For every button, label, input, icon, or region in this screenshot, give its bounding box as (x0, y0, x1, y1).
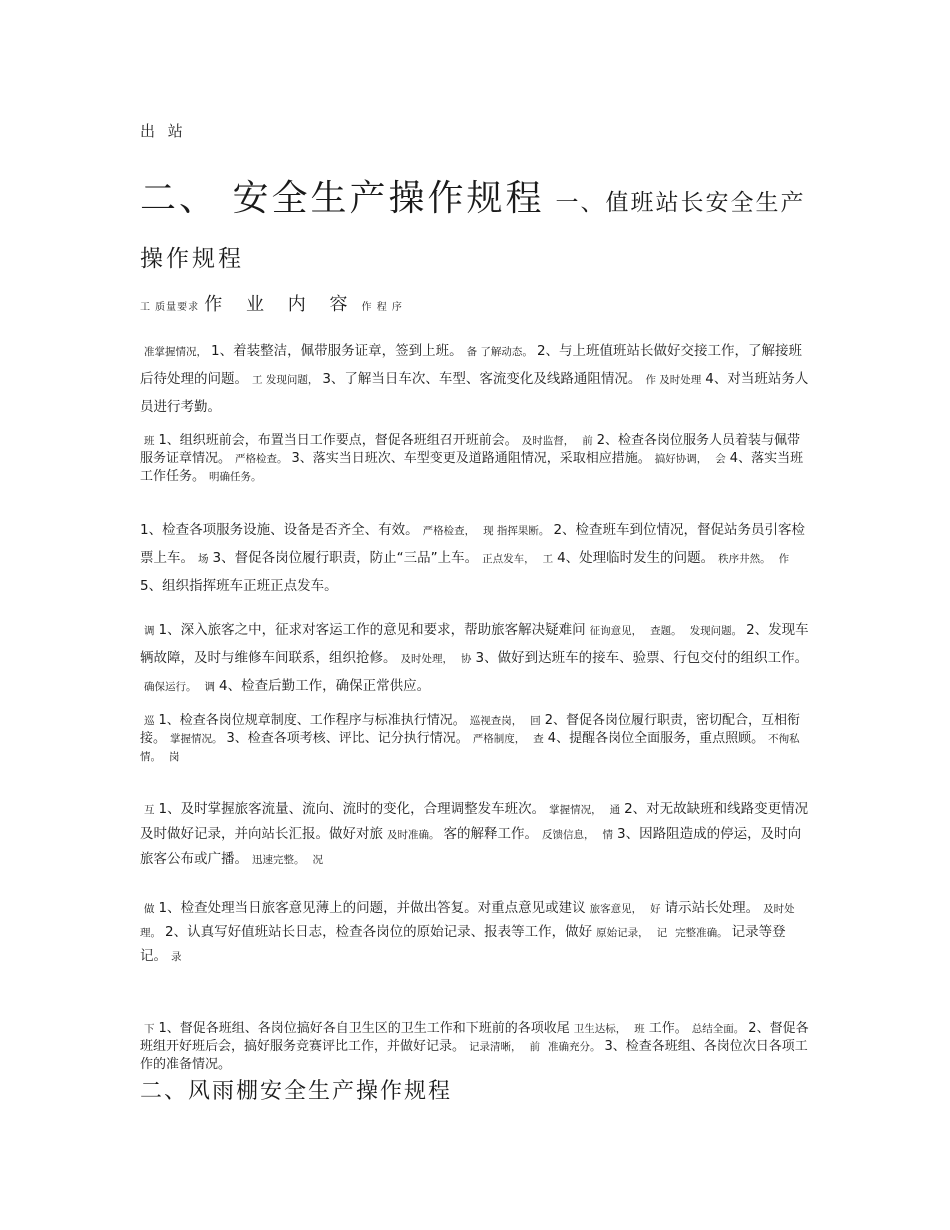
side-note: 及时处理， (400, 653, 453, 665)
item-text: 1、组织班前会，布置当日工作要点，督促各班组召开班前会。 (158, 433, 518, 448)
item-text: 4、对当班站务人员进行考勤。 (140, 371, 809, 415)
side-note: 记 (656, 927, 668, 939)
main-heading (140, 170, 812, 221)
side-note: 况 (312, 854, 323, 866)
side-note: 调 (204, 681, 215, 693)
side-note: 通 (609, 804, 621, 816)
side-note: 协 (461, 653, 472, 665)
side-note: 不徇私情。 (140, 733, 800, 763)
column-header-procedure: 作 程 序 (361, 302, 403, 313)
item-text: 2、发现车辆故障，及时与维修车间联系，组织抢修。 (140, 622, 809, 666)
side-note: 严格检查。 (235, 453, 288, 465)
side-note: 场 (198, 553, 209, 565)
side-note: 班 (144, 435, 155, 447)
side-note: 原始记录， (596, 927, 649, 939)
side-note: 工 (542, 553, 554, 565)
side-note: 回 (530, 715, 541, 727)
item-text: 工作。 (648, 1021, 688, 1036)
side-note: 备 了解动态。 (466, 346, 533, 358)
paragraph-communication (140, 797, 812, 872)
side-note: 准掌握情况， (144, 346, 207, 358)
side-note: 搞好协调， (654, 453, 708, 465)
paragraph-records (140, 897, 812, 969)
item-text: 3、检查各班组、各岗位次日各项工作的准备情况。 (140, 1039, 808, 1072)
side-note: 前 (582, 435, 593, 447)
side-note: 工 发现问题， (252, 374, 319, 386)
item-text: 4、提醒各岗位全面服务，重点照顾。 (547, 731, 765, 746)
item-text: 2、检查班车到位情况，督促站务员引客检票上车。 (140, 522, 806, 566)
side-note: 查 (533, 733, 544, 745)
item-text: 2、对无故缺班和线路变更情况及时做好记录，并向站长汇报。做好对旅 (140, 801, 809, 842)
side-note: 迅速完整。 (252, 854, 305, 866)
side-note: 会 (715, 453, 726, 465)
item-text: 3、督促各岗位履行职责，防止“三品”上车。 (212, 550, 479, 566)
side-note: 作 (778, 553, 790, 565)
column-header-row (140, 290, 812, 316)
item-text: 1、检查处理当日旅客意见薄上的问题，并做出答复。对重点意见或建议 (158, 900, 586, 916)
side-note: 及时准确。 (387, 829, 440, 841)
side-note: 旅客意见， (589, 903, 643, 915)
paragraph-facilities-check (140, 517, 812, 600)
side-note: 巡 (144, 715, 155, 727)
side-note: 好 (650, 903, 661, 915)
side-note: 反馈信息， (542, 829, 595, 841)
item-text: 1、深入旅客之中，征求对客运工作的意见和要求，帮助旅客解决疑难问 (158, 622, 586, 638)
item-text: 1、督促各班组、各岗位搞好各自卫生区的卫生工作和下班前的各项收尾 (158, 1021, 570, 1036)
side-note: 掌握情况， (549, 804, 602, 816)
side-note: 岗 (169, 751, 180, 763)
column-header-content: 作 业 内 容 (204, 294, 357, 315)
side-note: 情 (602, 829, 613, 841)
item-text: 5、组织指挥班车正班正点发车。 (140, 578, 338, 594)
paragraph-inspection (140, 712, 812, 766)
item-text: 2、督促各岗位履行职责，密切配合，互相衔接。 (140, 713, 801, 746)
item-text: 2、督促各班组开好班后会，搞好服务竞赛评比工作，并做好记录。 (140, 1021, 809, 1054)
paragraph-shift-meeting (140, 432, 812, 486)
side-note: 卫生达标， (573, 1023, 627, 1035)
paragraph-end-of-shift (140, 1020, 812, 1074)
item-text: 3、做好到达班车的接车、验票、行包交付的组织工作。 (475, 650, 809, 666)
item-text: 3、了解当日车次、车型、客流变化及线路通阻情况。 (322, 371, 642, 387)
item-text: 1、着装整洁，佩带服务证章，签到上班。 (211, 343, 463, 359)
item-text: 1、检查各岗位规章制度、工作程序与标准执行情况。 (158, 713, 466, 728)
chuzhan-label: 出 站 (140, 122, 187, 140)
item-text: 4、落实当班工作任务。 (140, 451, 804, 484)
item-text: 3、因路阻造成的停运，及时向旅客公布或广播。 (140, 826, 802, 867)
sub-title: 一、值班站长安全生产 (555, 190, 806, 216)
side-note: 严格检查， (422, 525, 476, 537)
item-text: 4、处理临时发生的问题。 (557, 550, 715, 566)
paragraph-passenger-service (140, 617, 812, 701)
side-note: 准确充分。 (548, 1041, 601, 1053)
side-note: 正点发车， (482, 553, 535, 565)
side-note: 现 指挥果断。 (483, 525, 550, 537)
side-note: 征询意见， (589, 625, 643, 637)
side-note: 掌握情况。 (170, 733, 223, 745)
side-note: 发现问题。 (689, 625, 743, 637)
side-note: 班 (634, 1023, 645, 1035)
side-note: 严格制度， (472, 733, 526, 745)
sub-title-continued: 操作规程 (140, 246, 244, 272)
side-note: 总结全面。 (691, 1023, 745, 1035)
item-text: 1、检查各项服务设施、设备是否齐全、有效。 (140, 522, 419, 538)
main-title: 二、 安全生产操作规程 (140, 178, 545, 219)
item-text: 2、认真写好值班站长日志，检查各岗位的原始记录、报表等工作，做好 (165, 924, 593, 940)
item-text: 请示站长处理。 (664, 900, 760, 916)
paragraph-pre-shift (140, 338, 812, 421)
side-note: 及时监督， (521, 435, 575, 447)
side-note: 互 (144, 804, 155, 816)
item-text: 2、与上班值班站长做好交接工作，了解接班后待处理的问题。 (140, 343, 803, 387)
side-note: 作 及时处理 (645, 374, 702, 386)
side-note: 前 (529, 1041, 541, 1053)
side-note: 秩序井然。 (718, 553, 771, 565)
item-text: 2、检查各岗位服务人员着装与佩带服务证章情况。 (140, 433, 801, 466)
side-note: 巡视查岗， (469, 715, 523, 727)
side-note: 完整准确。 (675, 927, 728, 939)
side-note: 做 (144, 903, 155, 915)
item-text: 3、检查各项考核、评比、记分执行情况。 (226, 731, 469, 746)
side-note: 及时处理。 (140, 903, 795, 939)
side-note: 查题。 (650, 625, 682, 637)
item-text: 3、落实当日班次、车型变更及道路通阻情况，采取相应措施。 (291, 451, 651, 466)
side-note: 确保运行。 (144, 681, 197, 693)
column-header-quality: 工 质量要求 (140, 302, 200, 313)
item-text: 1、及时掌握旅客流量、流向、流时的变化，合理调整发车班次。 (158, 801, 546, 817)
item-text: 4、检查后勤工作，确保正常供应。 (219, 678, 431, 694)
side-note: 录 (171, 951, 182, 963)
side-note: 调 (144, 625, 155, 637)
side-note: 下 (144, 1023, 155, 1035)
item-text: 记录等登记。 (140, 924, 786, 964)
side-note: 明确任务。 (209, 471, 262, 483)
side-note: 记录清晰， (469, 1041, 522, 1053)
section-heading: 二、风雨棚安全生产操作规程 (140, 1079, 453, 1104)
item-text: 客的解释工作。 (443, 826, 538, 842)
